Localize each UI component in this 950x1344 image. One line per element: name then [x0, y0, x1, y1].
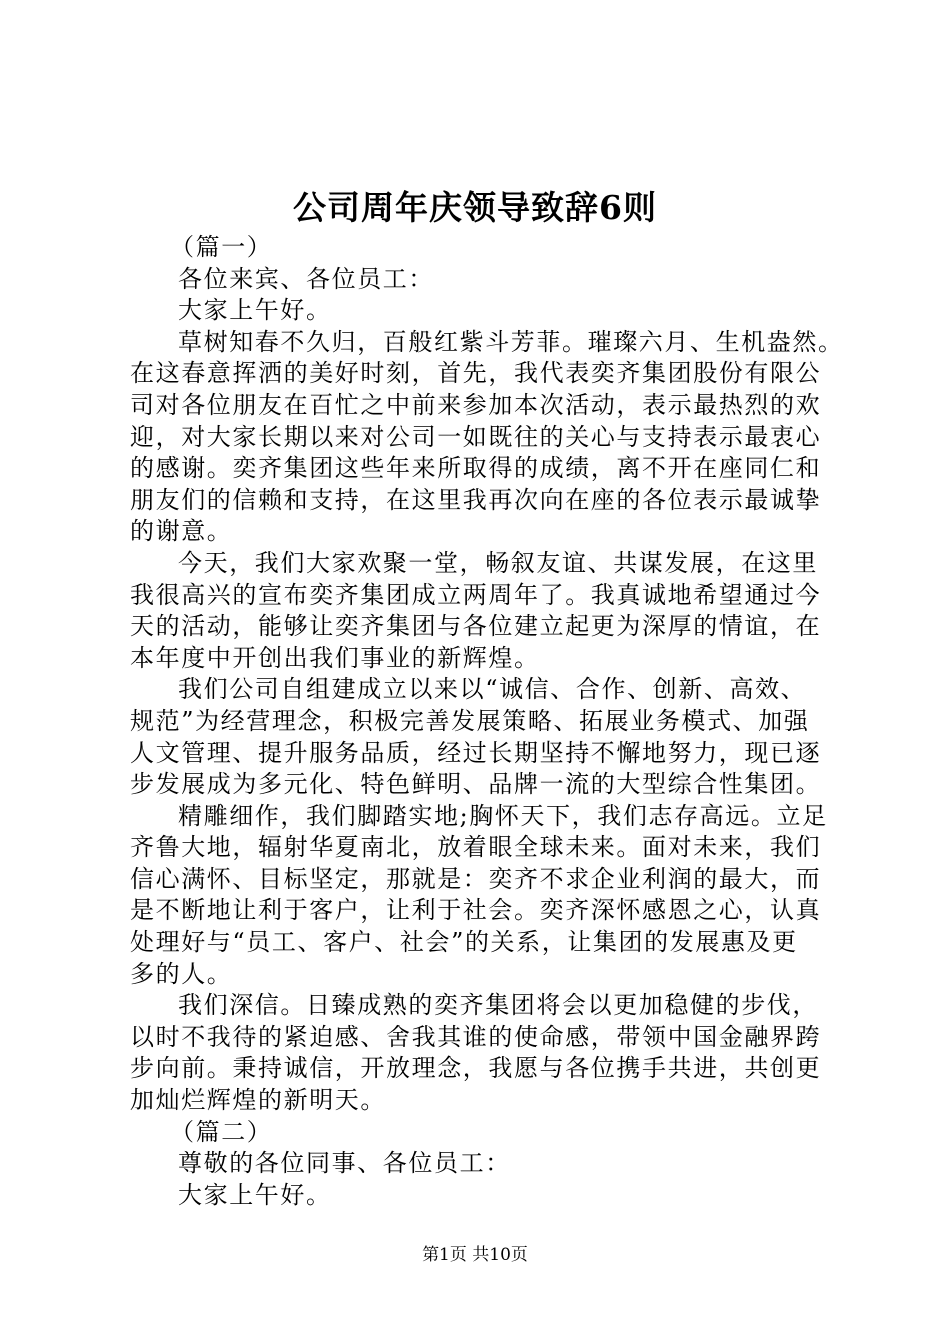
text-line: 尊敬的各位同事、各位员工：: [178, 1149, 511, 1178]
text-line: 草树知春不久归，百般红紫斗芳菲。璀璨六月、生机盎然。: [178, 327, 844, 356]
text-line: 步向前。秉持诚信，开放理念，我愿与各位携手共进，共创更: [130, 1054, 822, 1083]
text-line: 步发展成为多元化、特色鲜明、品牌一流的大型综合性集团。: [130, 770, 822, 799]
text-line: 大家上午好。: [178, 1180, 332, 1209]
page-footer: 第1页 共10页: [422, 1245, 528, 1265]
text-line: 今天，我们大家欢聚一堂，畅叙友谊、共谋发展，在这里: [178, 548, 818, 577]
text-line: 规范”为经营理念，积极完善发展策略、拓展业务模式、加强: [130, 706, 810, 735]
text-line: 司对各位朋友在百忙之中前来参加本次活动，表示最热烈的欢: [130, 390, 822, 419]
text-line: 齐鲁大地，辐射华夏南北，放着眼全球未来。面对未来，我们: [130, 833, 822, 862]
text-line: 人文管理、提升服务品质，经过长期坚持不懈地努力，现已逐: [130, 738, 822, 767]
text-line: 迎，对大家长期以来对公司一如既往的关心与支持表示最衷心: [130, 422, 822, 451]
text-line: 的感谢。奕齐集团这些年来所取得的成绩，离不开在座同仁和: [130, 454, 822, 483]
text-line: 各位来宾、各位员工：: [178, 264, 434, 293]
text-line: 的谢意。: [130, 517, 233, 546]
text-line: 多的人。: [130, 959, 233, 988]
text-line: 信心满怀、目标坚定，那就是：奕齐不求企业利润的最大，而: [130, 864, 822, 893]
document-title: 公司周年庆领导致辞6则: [293, 188, 657, 227]
text-line: （篇二）: [170, 1117, 273, 1146]
text-line: 是不断地让利于客户，让利于社会。奕齐深怀感恩之心，认真: [130, 896, 822, 925]
document-body: [130, 232, 844, 1211]
text-line: 朋友们的信赖和支持，在这里我再次向在座的各位表示最诚挚: [130, 485, 822, 514]
text-line: （篇一）: [170, 233, 273, 261]
text-line: 在这春意挥洒的美好时刻，首先，我代表奕齐集团股份有限公: [130, 359, 822, 388]
text-line: 天的活动，能够让奕齐集团与各位建立起更为深厚的情谊，在: [130, 612, 822, 641]
text-line: 处理好与“员工、客户、社会”的关系，让集团的发展惠及更: [130, 928, 798, 957]
text-line: 大家上午好。: [178, 296, 332, 325]
text-line: 我很高兴的宣布奕齐集团成立两周年了。我真诚地希望通过今: [130, 580, 822, 609]
text-line: 以时不我待的紧迫感、舍我其谁的使命感，带领中国金融界跨: [130, 1022, 822, 1051]
text-line: 我们深信。日臻成熟的奕齐集团将会以更加稳健的步伐，: [178, 991, 818, 1020]
text-line: 加灿烂辉煌的新明天。: [130, 1086, 386, 1115]
text-line: 本年度中开创出我们事业的新辉煌。: [130, 643, 540, 672]
text-line: 我们公司自组建成立以来以“诚信、合作、创新、高效、: [178, 675, 807, 704]
text-line: 精雕细作，我们脚踏实地;胸怀天下，我们志存高远。立足: [178, 801, 828, 830]
